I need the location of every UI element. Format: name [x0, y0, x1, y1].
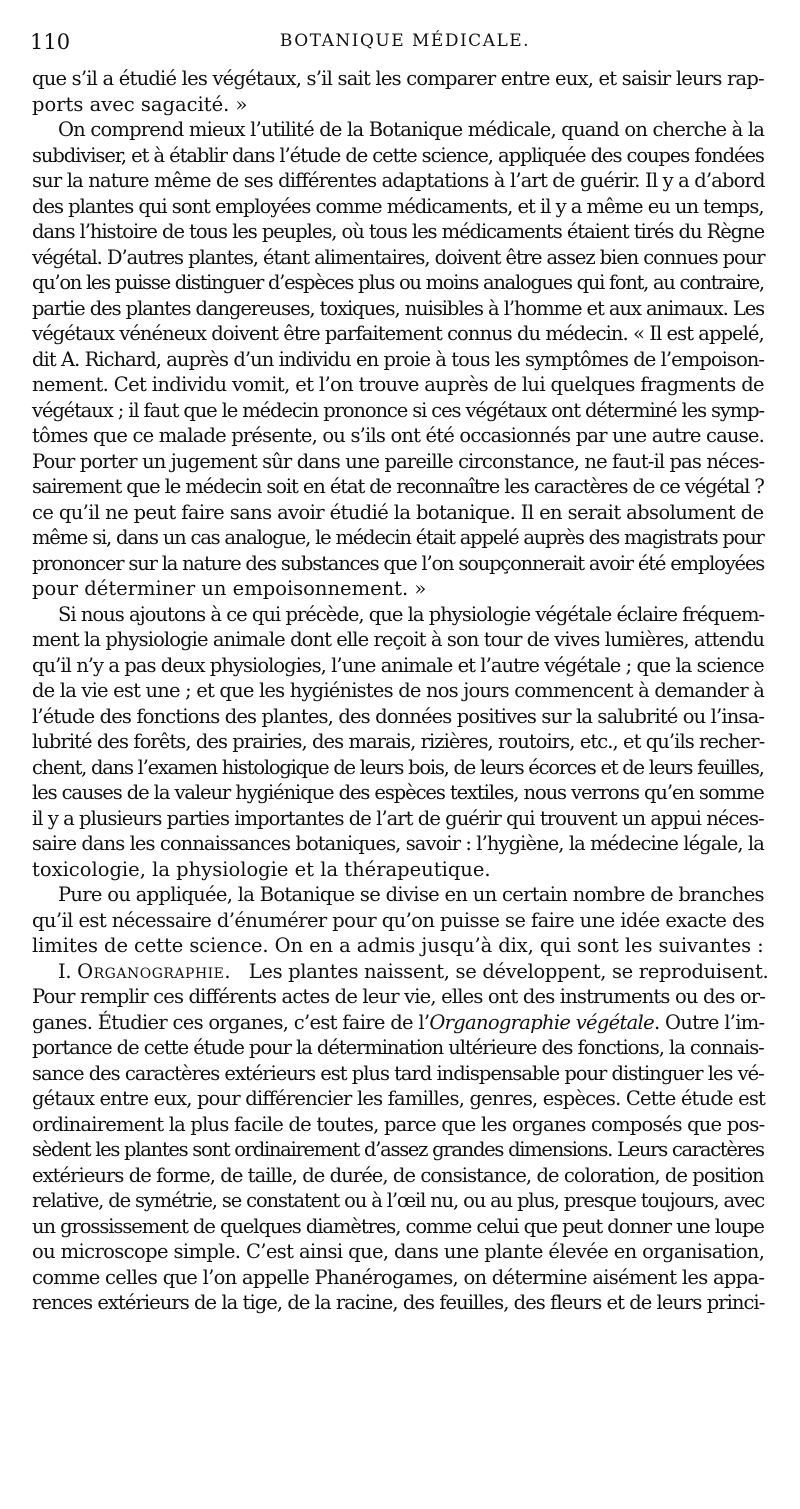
text-line: tômes que ce malade présente, ou s’ils ont été occasionnés par une autre cause. [32, 424, 764, 447]
text-fragment: . Outre l’im- [653, 1010, 765, 1034]
text-line: prononcer sur la nature des substances que l’on soupçonnerait avoir été employées [32, 551, 765, 575]
text-line: comme celles que l’on appelle Phanérogames, on détermine aisément les appa- [32, 1265, 765, 1289]
text-line: qu’on les puisse distinguer d’espèces plus ou moins analogues qui font, au contraire, [32, 271, 764, 294]
text-line: ou microscope simple. C’est ainsi que, dans une plante élevée en organisation, [32, 1240, 765, 1263]
page-header [30, 30, 780, 56]
text-line: chent, dans l’examen histologique de leurs bois, de leurs écorces et de leurs feuilles, [32, 755, 764, 779]
text-line: qu’il n’y a pas deux physiologies, l’une animale et l’autre végétale ; que la science [32, 653, 764, 677]
text-line: nement. Cet individu vomit, et l’on trouve auprès de lui quelques fragments de [32, 373, 764, 396]
text-line: sur la nature même de ses différentes adaptations à l’art de guérir. Il y a d’abord [32, 169, 765, 192]
text-line: gétaux entre eux, pour différencier les familles, genres, espèces. Cette étude est [32, 1087, 766, 1110]
text-line: lubrité des forêts, des prairies, des marais, rizières, routoirs, etc., et qu’ils recher- [32, 730, 765, 753]
text-line: sèdent les plantes sont ordinairement d’assez grandes dimensions. Leurs caractères [32, 1138, 764, 1161]
text-line: Pour porter un jugement sûr dans une pareille circonstance, ne faut-il pas néces- [32, 449, 765, 473]
text-line: partie des plantes dangereuses, toxiques, nuisibles à l’homme et aux animaux. Les [32, 296, 765, 320]
text-line: même si, dans un cas analogue, le médecin était appelé auprès des magistrats pour [32, 526, 764, 549]
paragraph-start-line: Si nous ajoutons à ce qui précède, que la physiologie végétale éclaire fréquem- [58, 602, 765, 626]
text-line: dit A. Richard, auprès d’un individu en proie à tous les symptômes de l’empoison- [32, 347, 765, 371]
text-line: saire dans les connaissances botaniques, savoir : l’hygiène, la médecine légale, la [32, 832, 764, 855]
text-line: dans l’histoire de tous les peuples, où tous les médicaments étaient tirés du Règne [32, 220, 765, 243]
section-heading: Organographie. [77, 959, 232, 983]
text-line: ment la physiologie animale dont elle reçoit à son tour de vives lumières, attendu [32, 628, 765, 651]
text-line: toxicologie, la physiologie et la thérapeutique. [32, 857, 491, 881]
text-line: limites de cette science. On en a admis jusqu’à dix, qui sont les suivantes : [32, 934, 764, 957]
running-title: BOTANIQUE MÉDICALE. [279, 31, 531, 51]
text-line: de la vie est une ; et que les hygiénistes de nos jours commencent à demander à [32, 679, 765, 702]
text-line: qu’il est nécessaire d’énumérer pour qu’on puisse se faire une idée exacte des [32, 908, 765, 932]
section-first-line: Les plantes naissent, se développent, se reproduisent. [248, 959, 769, 983]
text-line: un grossissement de quelques diamètres, comme celui que peut donner une loupe [32, 1214, 764, 1238]
section-heading-line [32, 959, 769, 985]
body-text [32, 66, 769, 1316]
text-line: rences extérieurs de la tige, de la racine, des feuilles, des fleurs et de leurs princi- [32, 1291, 765, 1314]
text-line: pour déterminer un empoisonnement. » [32, 577, 427, 600]
italic-term: Organographie végétale [429, 1010, 654, 1034]
text-line: ports avec sagacité. » [32, 92, 248, 116]
text-line: végétal. D’autres plantes, étant alimentaires, doivent être assez bien connues pour [32, 245, 765, 269]
text-fragment: ganes. Étudier ces organes, c’est faire de l’ [32, 1010, 430, 1034]
text-line: Pour remplir ces différents actes de leur vie, elles ont des instruments ou des or- [32, 985, 766, 1008]
paragraph-start-line: On comprend mieux l’utilité de la Botanique médicale, quand on cherche à la [58, 118, 765, 141]
text-line: sance des caractères extérieurs est plus tard indispensable pour distinguer les vé- [32, 1061, 764, 1085]
text-line: relative, de symétrie, se constatent ou à l’œil nu, ou au plus, presque toujours, avec [32, 1189, 764, 1212]
text-line: portance de cette étude pour la détermination ultérieure des fonctions, la connais- [32, 1036, 764, 1059]
text-line: ordinairement la plus facile de toutes, parce que les organes composés que pos- [32, 1112, 765, 1136]
text-line: végétaux vénéneux doivent être parfaitement connus du médecin. « Il est appelé, [32, 322, 764, 345]
text-line: l’étude des fonctions des plantes, des données positives sur la salubrité ou l’insa- [32, 704, 765, 728]
text-line: des plantes qui sont employées comme médicaments, et il y a même eu un temps, [32, 194, 764, 218]
text-line: que s’il a étudié les végétaux, s’il sait les comparer entre eux, et saisir leurs rap- [32, 67, 764, 90]
text-line: sairement que le médecin soit en état de reconnaître les caractères de ce végétal ? [32, 475, 764, 498]
text-line: ce qu’il ne peut faire sans avoir étudié la botanique. Il en serait absolument de [32, 500, 764, 524]
text-line: il y a plusieurs parties importantes de l’art de guérir qui trouvent un appui néces- [32, 806, 764, 830]
text-line-with-italic [32, 1010, 764, 1036]
text-line: subdiviser, et à établir dans l’étude de cette science, appliquée des coupes fondées [32, 143, 764, 167]
text-line: végétaux ; il faut que le médecin prononce si ces végétaux ont déterminé les symp- [32, 398, 765, 422]
text-line: extérieurs de forme, de taille, de durée, de consistance, de coloration, de position [32, 1163, 764, 1187]
text-line: les causes de la valeur hygiénique des espèces textiles, nous verrons qu’en somme [32, 781, 764, 804]
section-numeral: I. [58, 959, 72, 983]
page-number: 110 [30, 30, 71, 54]
paragraph-start-line: Pure ou appliquée, la Botanique se divise en un certain nombre de branches [58, 883, 764, 906]
